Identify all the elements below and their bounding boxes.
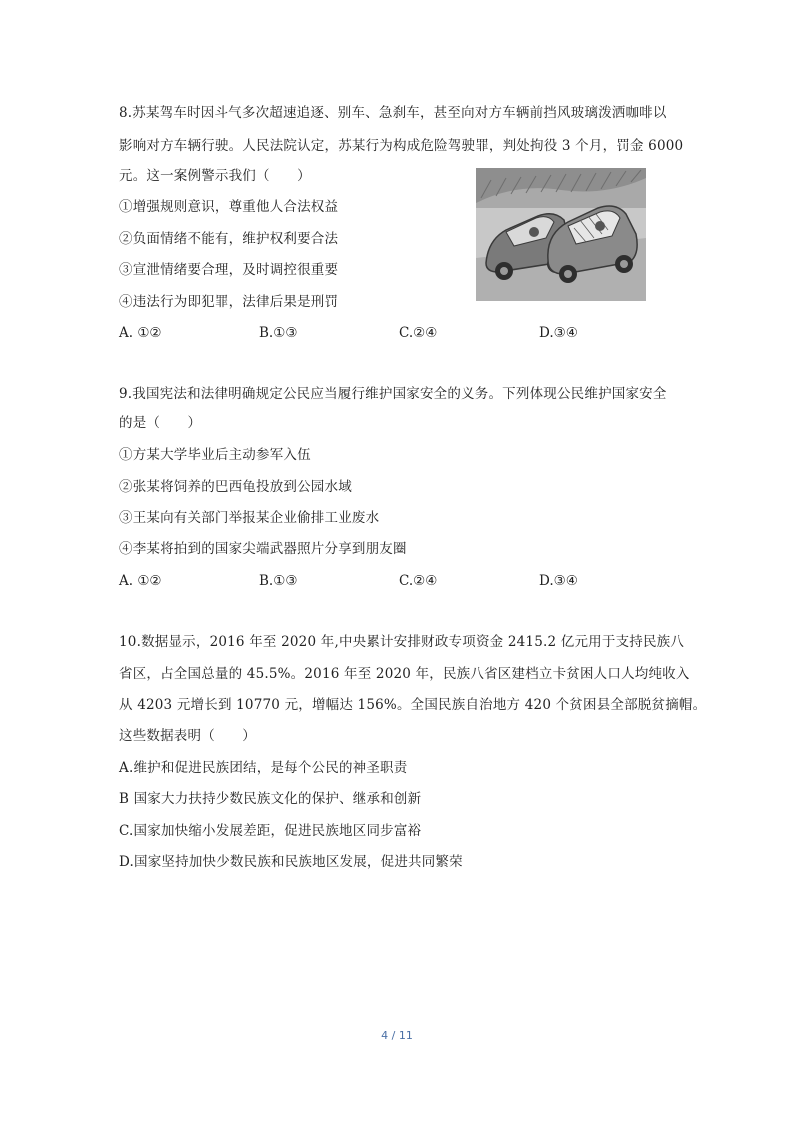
q9-option-c[interactable]: C.②④	[399, 573, 438, 589]
q9-option-a[interactable]: A. ①②	[119, 573, 162, 589]
q8-statement-1: ①增强规则意识，尊重他人合法权益	[119, 199, 339, 215]
q9-statement-4: ④李某将拍到的国家尖端武器照片分享到朋友圈	[119, 541, 407, 557]
q10-option-c[interactable]: C.国家加快缩小发展差距，促进民族地区同步富裕	[119, 823, 422, 839]
q10-option-b[interactable]: B 国家大力扶持少数民族文化的保护、继承和创新	[119, 791, 422, 807]
q10-stem-line-2: 省区，占全国总量的 45.5%。2016 年至 2020 年，民族八省区建档立卡贫困人口人均纯收入	[119, 666, 690, 682]
q8-stem-line-2: 影响对方车辆行驶。人民法院认定，苏某行为构成危险驾驶罪，判处拘役 3 个月，罚金 6000	[119, 138, 684, 154]
q9-statement-1: ①方某大学毕业后主动参军入伍	[119, 447, 311, 463]
q8-options	[119, 324, 679, 342]
q8-stem-line-3: 元。这一案例警示我们（ ）	[119, 168, 311, 184]
q10-option-d[interactable]: D.国家坚持加快少数民族和民族地区发展，促进共同繁荣	[119, 854, 463, 870]
q8-statement-3: ③宣泄情绪要合理，及时调控很重要	[119, 262, 339, 278]
q8-option-b[interactable]: B.①③	[259, 325, 298, 341]
q8-option-c[interactable]: C.②④	[399, 325, 438, 341]
q8-statement-2: ②负面情绪不能有，维护权利要合法	[119, 231, 339, 247]
q9-options	[119, 572, 679, 590]
q10-stem-line-4: 这些数据表明（ ）	[119, 728, 256, 744]
q9-option-b[interactable]: B.①③	[259, 573, 298, 589]
q10-stem-line-3: 从 4203 元增长到 10770 元，增幅达 156%。全国民族自治地方 420 个贫困县全部脱贫摘帽。	[119, 697, 707, 713]
q9-statement-2: ②张某将饲养的巴西龟投放到公园水域	[119, 479, 352, 495]
q9-stem-line-1: 9.我国宪法和法律明确规定公民应当履行维护国家安全的义务。下列体现公民维护国家安全	[119, 386, 667, 402]
q8-statement-4: ④违法行为即犯罪，法律后果是刑罚	[119, 294, 339, 310]
q10-stem-line-1: 10.数据显示，2016 年至 2020 年,中央累计安排财政专项资金 2415.2 亿元用于支持民族八	[119, 634, 685, 650]
q9-stem-line-2: 的是（ ）	[119, 415, 202, 431]
q8-option-d[interactable]: D.③④	[539, 325, 578, 341]
q9-statement-3: ③王某向有关部门举报某企业偷排工业废水	[119, 510, 380, 526]
q8-stem-line-1: 8.苏某驾车时因斗气多次超速追逐、别车、急刹车，甚至向对方车辆前挡风玻璃泼洒咖啡以	[119, 105, 667, 121]
cars-illustration	[476, 168, 646, 301]
page-indicator: 4 / 11	[381, 1029, 413, 1042]
cars-drawing	[476, 168, 646, 301]
q10-option-a[interactable]: A.维护和促进民族团结，是每个公民的神圣职责	[119, 760, 408, 776]
q8-option-a[interactable]: A. ①②	[119, 325, 162, 341]
q9-option-d[interactable]: D.③④	[539, 573, 578, 589]
